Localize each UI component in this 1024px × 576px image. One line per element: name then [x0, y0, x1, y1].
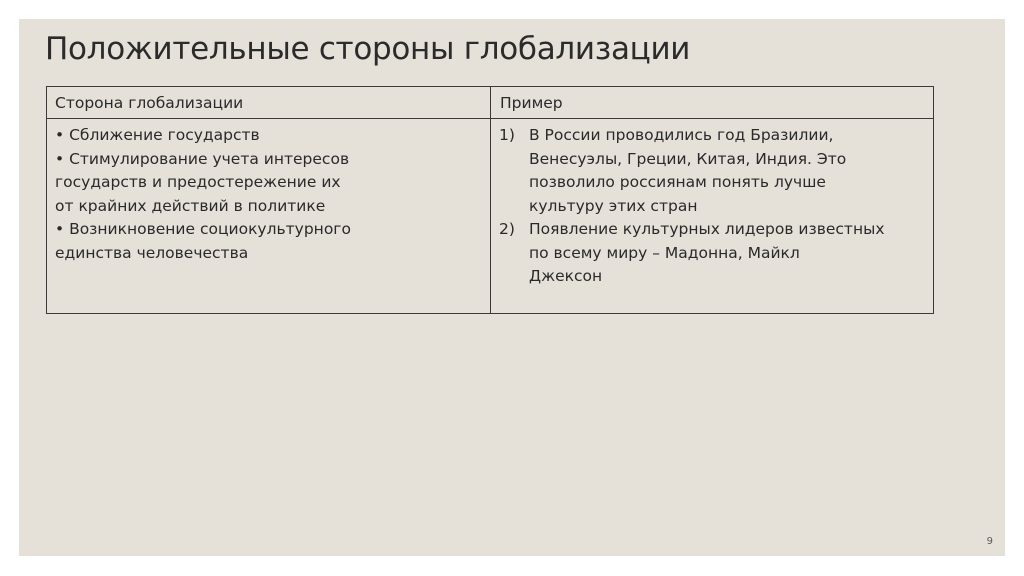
- table-cell-sides: [55, 124, 485, 265]
- example-item-1-line: культуру этих стран: [529, 196, 698, 215]
- table-header-side: Сторона глобализации: [55, 94, 244, 112]
- comparison-table: [46, 86, 934, 314]
- side-line: • Возникновение социокультурного: [55, 220, 351, 238]
- example-text: Появление культурных лидеров известных: [529, 220, 885, 238]
- side-line: • Стимулирование учета интересов: [55, 149, 350, 168]
- example-item-2-line: по всему миру – Мадонна, Майкл: [529, 243, 800, 262]
- list-number: 2): [499, 220, 515, 238]
- side-line: единства человечества: [55, 243, 249, 262]
- side-line: государств и предостережение их: [55, 173, 341, 191]
- example-item-2-line: [499, 218, 931, 242]
- table-column-divider: [490, 87, 491, 313]
- side-line: от крайних действий в политике: [55, 196, 326, 215]
- example-text: В России проводились год Бразилии,: [529, 126, 834, 144]
- example-item-2-line: Джексон: [529, 267, 603, 285]
- page-number: 9: [986, 536, 993, 547]
- side-line: • Сближение государств: [55, 126, 260, 144]
- list-number: 1): [499, 126, 515, 144]
- example-item-1-line: [499, 124, 931, 148]
- table-cell-examples: [499, 124, 931, 289]
- slide-title: Положительные стороны глобализации: [45, 31, 691, 67]
- table-header-example: Пример: [500, 94, 563, 112]
- example-item-1-line: позволило россиянам понять лучше: [529, 173, 826, 191]
- slide: [19, 19, 1005, 556]
- example-item-1-line: Венесуэлы, Греции, Китая, Индия. Это: [529, 149, 847, 168]
